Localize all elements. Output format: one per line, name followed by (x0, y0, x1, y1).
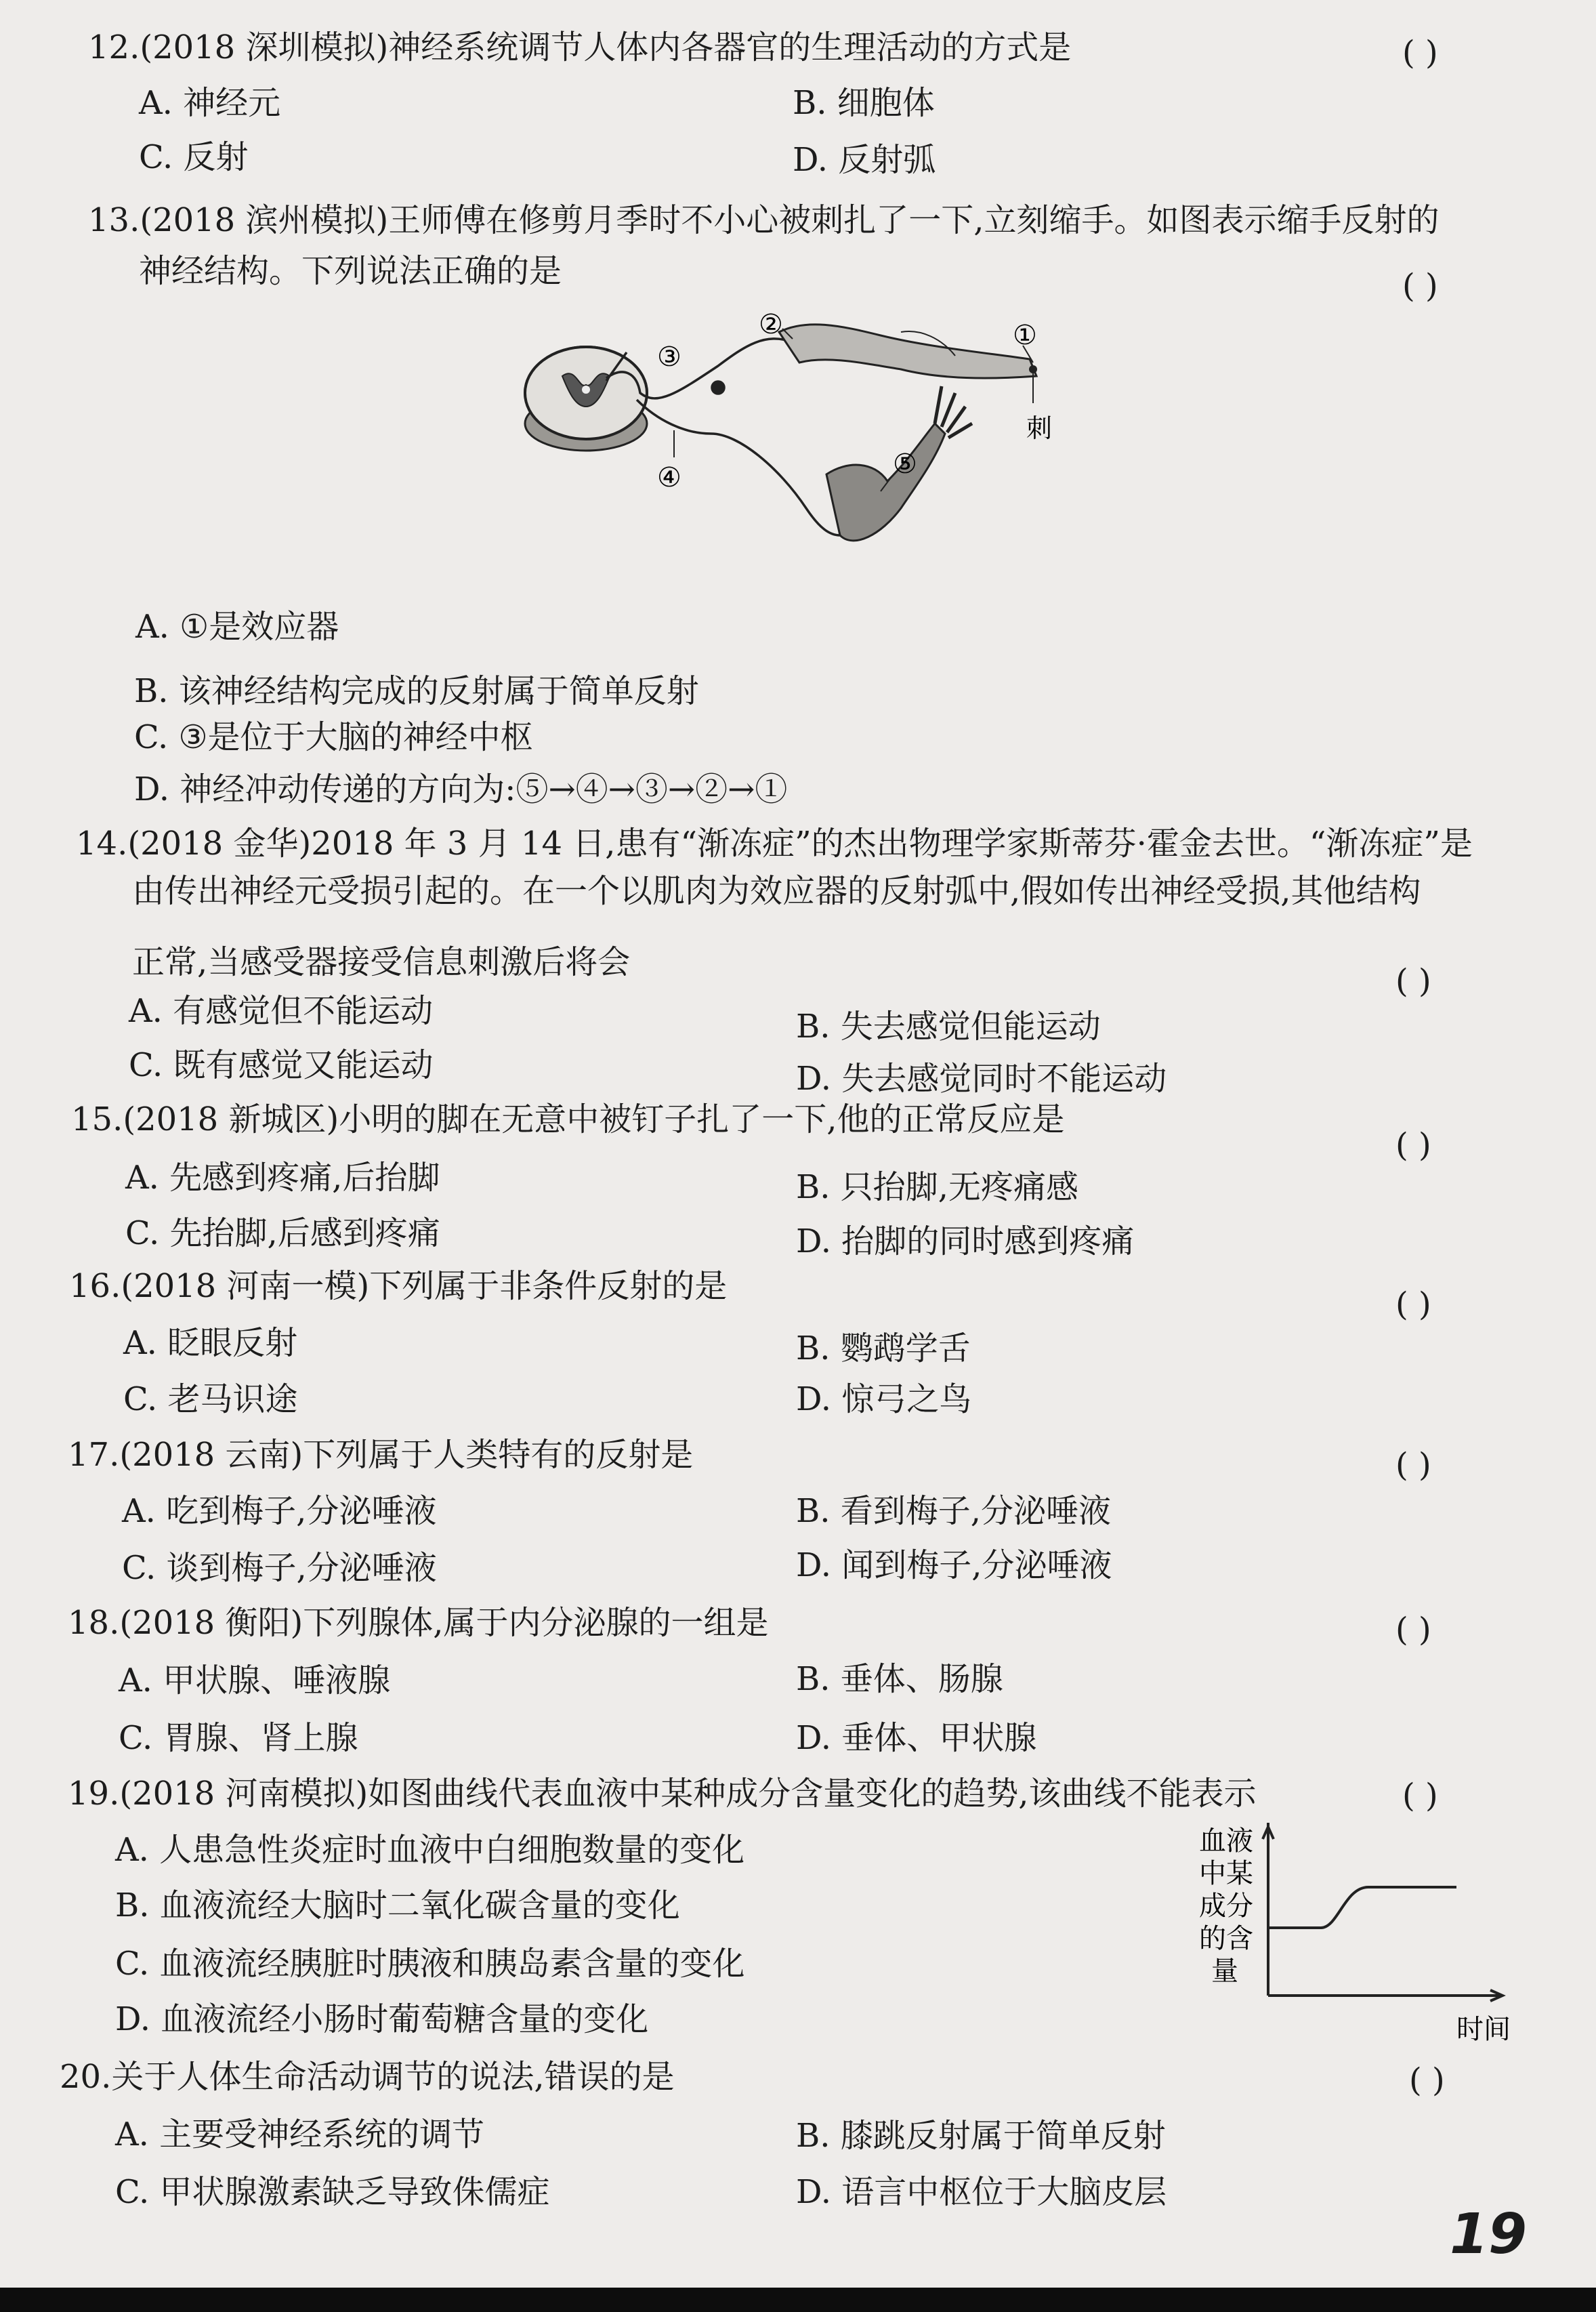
figure-label-5: ⑤ (893, 449, 917, 480)
q19-stem: 19.(2018 河南模拟)如图曲线代表血液中某种成分含量变化的趋势,该曲线不能表示 (68, 1775, 1257, 1813)
curve-ylabel-line5: 量 (1211, 1956, 1238, 1987)
q14-option-d: D. 失去感觉同时不能运动 (796, 1060, 1167, 1098)
q19-option-c: C. 血液流经胰脏时胰液和胰岛素含量的变化 (115, 1945, 745, 1983)
q20-option-d: D. 语言中枢位于大脑皮层 (796, 2173, 1167, 2211)
q20-option-b: B. 膝跳反射属于简单反射 (796, 2117, 1166, 2155)
q18-option-b: B. 垂体、肠腺 (796, 1660, 1003, 1698)
spinal-cord-section (525, 347, 647, 451)
q16-option-d: D. 惊弓之鸟 (796, 1380, 972, 1418)
q19-option-a: A. 人患急性炎症时血液中白细胞数量的变化 (115, 1831, 745, 1869)
q15-option-b: B. 只抬脚,无疼痛感 (796, 1168, 1079, 1206)
q17-stem: 17.(2018 云南)下列属于人类特有的反射是 (68, 1436, 694, 1474)
q20-stem: 20.关于人体生命活动调节的说法,错误的是 (60, 2058, 675, 2096)
blood-component-curve (1192, 1823, 1511, 2050)
q12-answer-blank: ( ) (1402, 34, 1438, 72)
q16-option-a: A. 眨眼反射 (123, 1324, 298, 1362)
q14-stem-line3: 正常,当感受器接受信息刺激后将会 (132, 943, 631, 981)
q16-option-b: B. 鹦鹉学舌 (796, 1329, 971, 1367)
q14-option-c: C. 既有感觉又能运动 (129, 1046, 434, 1084)
q14-option-b: B. 失去感觉但能运动 (796, 1008, 1101, 1046)
q14-stem-line2: 由传出神经元受损引起的。在一个以肌肉为效应器的反射弧中,假如传出神经受损,其他结构 (132, 872, 1421, 910)
q17-answer-blank: ( ) (1395, 1446, 1431, 1484)
q12-option-c: C. 反射 (139, 138, 249, 176)
curve-ylabel-line3: 成分 (1199, 1891, 1253, 1922)
q16-stem: 16.(2018 河南一模)下列属于非条件反射的是 (69, 1267, 728, 1305)
figure-label-3: ③ (657, 342, 681, 373)
page-number: 19 (1450, 2202, 1528, 2267)
q18-option-a: A. 甲状腺、唾液腺 (119, 1661, 391, 1699)
nerve-pathways (606, 339, 840, 535)
q15-option-a: A. 先感到疼痛,后抬脚 (125, 1159, 440, 1197)
q12-stem: 12.(2018 深圳模拟)神经系统调节人体内各器官的生理活动的方式是 (88, 28, 1072, 66)
q13-stem-line2: 神经结构。下列说法正确的是 (139, 252, 562, 290)
q18-stem: 18.(2018 衡阳)下列腺体,属于内分泌腺的一组是 (68, 1604, 769, 1642)
q16-answer-blank: ( ) (1395, 1285, 1431, 1323)
q13-stem-line1: 13.(2018 滨州模拟)王师傅在修剪月季时不小心被刺扎了一下,立刻缩手。如图表示缩手反射的 (88, 201, 1440, 239)
q19-answer-blank: ( ) (1402, 1777, 1438, 1815)
q20-option-a: A. 主要受神经系统的调节 (115, 2115, 485, 2153)
curve-line (1268, 1887, 1456, 1928)
q15-option-c: C. 先抬脚,后感到疼痛 (125, 1214, 440, 1252)
upper-arm-drawing (779, 325, 1036, 378)
q14-stem-line1: 14.(2018 金华)2018 年 3 月 14 日,患有“渐冻症”的杰出物理学家斯蒂芬·霍金去世。“渐冻症”是 (76, 825, 1473, 863)
q16-option-c: C. 老马识途 (123, 1380, 298, 1418)
thorn-label: 刺 (1026, 413, 1053, 443)
curve-ylabel-line2: 中某 (1199, 1858, 1253, 1889)
curve-ylabel-line4: 的含 (1199, 1923, 1253, 1954)
figure-label-1: ① (1013, 320, 1037, 351)
q17-option-c: C. 谈到梅子,分泌唾液 (122, 1549, 437, 1587)
q13-option-c: C. ③是位于大脑的神经中枢 (134, 718, 533, 756)
q17-option-a: A. 吃到梅子,分泌唾液 (122, 1492, 437, 1530)
q12-option-a: A. 神经元 (139, 84, 281, 122)
q20-option-c: C. 甲状腺激素缺乏导致侏儒症 (115, 2173, 550, 2211)
q19-option-b: B. 血液流经大脑时二氧化碳含量的变化 (115, 1886, 680, 1924)
q17-option-d: D. 闻到梅子,分泌唾液 (796, 1546, 1112, 1584)
q17-option-b: B. 看到梅子,分泌唾液 (796, 1492, 1112, 1530)
q15-stem: 15.(2018 新城区)小明的脚在无意中被钉子扎了一下,他的正常反应是 (71, 1100, 1065, 1138)
q13-option-d: D. 神经冲动传递的方向为:⑤→④→③→②→① (134, 770, 788, 808)
figure-label-2: ② (759, 309, 783, 340)
q15-answer-blank: ( ) (1395, 1126, 1431, 1164)
q18-option-c: C. 胃腺、肾上腺 (119, 1719, 358, 1757)
curve-ylabel-line1: 血液 (1199, 1825, 1253, 1857)
q13-option-b: B. 该神经结构完成的反射属于简单反射 (134, 672, 699, 710)
q12-option-d: D. 反射弧 (793, 141, 936, 179)
q12-option-b: B. 细胞体 (793, 84, 935, 122)
q13-option-a: A. ①是效应器 (135, 608, 339, 646)
q18-option-d: D. 垂体、甲状腺 (796, 1719, 1037, 1757)
reflex-arc-figure (522, 305, 1104, 623)
q14-option-a: A. 有感觉但不能运动 (129, 992, 434, 1030)
q18-answer-blank: ( ) (1395, 1611, 1431, 1649)
scan-bottom-edge (0, 2288, 1596, 2312)
q14-answer-blank: ( ) (1395, 962, 1431, 1000)
figure-label-4: ④ (657, 462, 681, 493)
curve-xlabel: 时间 (1456, 2014, 1511, 2045)
q20-answer-blank: ( ) (1409, 2061, 1445, 2099)
q19-option-d: D. 血液流经小肠时葡萄糖含量的变化 (115, 2000, 649, 2038)
thorn-mark (1029, 365, 1037, 373)
q13-answer-blank: ( ) (1402, 267, 1438, 305)
q15-option-d: D. 抬脚的同时感到疼痛 (796, 1222, 1135, 1260)
